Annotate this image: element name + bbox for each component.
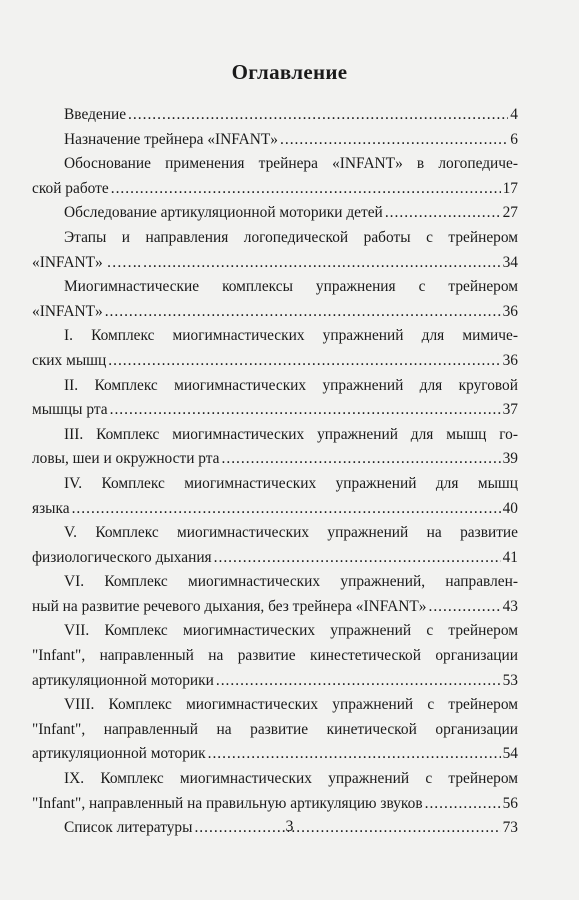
toc-entry	[62, 201, 518, 226]
toc-page-number: 40	[502, 499, 518, 517]
toc-entry-text: «INFANT» …….	[32, 253, 142, 271]
toc-entry-line	[32, 398, 518, 423]
toc-entry-text: VIII. Комплекс миогимнастических упражнений с трейнером	[64, 696, 518, 714]
toc-entry-line	[32, 742, 518, 767]
toc-entry	[32, 472, 518, 521]
toc-entry-line	[32, 300, 518, 325]
toc-entry-text: I. Комплекс миогимнастических упражнений для мимиче-	[64, 327, 518, 345]
toc-entry-line	[32, 595, 518, 620]
page-number: 3	[285, 818, 294, 835]
dot-leader	[108, 349, 500, 374]
toc-page-number: 73	[502, 819, 518, 837]
toc-entry-text: Назначение трейнера «INFANT»	[64, 130, 278, 148]
toc-entry-text: ловы, шеи и окружности рта	[32, 450, 220, 468]
dot-leader	[128, 103, 508, 128]
toc-entry-line	[32, 251, 518, 276]
toc-entry-text: IX. Комплекс миогимнастических упражнений с трейнером	[64, 770, 518, 788]
toc-entry	[32, 374, 518, 423]
toc-entry-line	[62, 374, 518, 399]
toc-entry-line	[62, 226, 518, 251]
toc-entry-line	[62, 201, 518, 226]
toc-page-number: 36	[502, 302, 518, 320]
dot-leader	[425, 792, 501, 817]
toc-entry-line	[62, 693, 518, 718]
toc-page-number: 34	[502, 253, 518, 271]
toc-entry-line	[32, 497, 518, 522]
toc-entry-text: Этапы и направления логопедической работы с трейнером	[64, 228, 518, 246]
toc-entry-text: артикуляционной моторик	[32, 745, 206, 763]
toc-entry	[32, 423, 518, 472]
toc-entry-text: Введение	[64, 106, 127, 123]
toc-page-number: 41	[502, 548, 518, 566]
toc-entry-line	[62, 324, 518, 349]
toc-page-number: 37	[502, 401, 518, 419]
toc-entry-text: Обследование артикуляционной моторики детей	[64, 204, 383, 222]
toc-page-number: 6	[510, 130, 518, 148]
dot-leader	[111, 177, 501, 202]
toc-entry	[32, 226, 518, 275]
toc-entry-line	[32, 349, 518, 374]
table-of-contents	[32, 103, 518, 841]
toc-entry-line	[32, 644, 518, 669]
toc-entry	[32, 619, 518, 693]
toc-entry-line	[32, 718, 518, 743]
toc-entry	[32, 570, 518, 619]
toc-entry-text: Обоснование применения трейнера «INFANT» в логопедиче-	[64, 155, 518, 173]
toc-entry-text: "Infant", направленный на развитие кинестетической организации	[32, 647, 518, 665]
toc-page-number: 4	[510, 106, 518, 123]
toc-entry-text: ской работе	[32, 179, 109, 197]
toc-entry-text: ный на развитие речевого дыхания, без трейнера «INFANT»	[32, 597, 427, 615]
toc-entry-text: II. Комплекс миогимнастических упражнений для круговой	[64, 376, 518, 394]
toc-entry	[62, 128, 518, 153]
dot-leader	[208, 742, 501, 767]
toc-page-number: 53	[502, 671, 518, 689]
toc-entry-text: Список литературы	[64, 819, 193, 837]
toc-entry-text: "Infant", направленный на развитие кинетической организации	[32, 720, 518, 738]
toc-entry-text: V. Комплекс миогимнастических упражнений на развитие	[64, 524, 518, 542]
toc-entry-text: ских мышц	[32, 351, 107, 369]
toc-entry	[32, 521, 518, 570]
toc-entry-text: физиологического дыхания	[32, 548, 212, 566]
toc-page-number: 43	[502, 597, 518, 615]
toc-entry-line	[32, 546, 518, 571]
dot-leader	[72, 497, 501, 522]
toc-entry-line	[62, 423, 518, 448]
dot-leader	[385, 201, 501, 226]
toc-entry-text: артикуляционной моторики	[32, 671, 214, 689]
dot-leader	[110, 398, 501, 423]
toc-entry-text: "Infant", направленный на правильную артикуляцию звуков	[32, 794, 423, 812]
toc-entry-text: Миогимнастические комплексы упражнения с трейнером	[64, 278, 518, 296]
dot-leader	[428, 595, 500, 620]
toc-entry-text: IV. Комплекс миогимнастических упражнений для мышц	[64, 474, 518, 492]
toc-entry-text: III. Комплекс миогимнастических упражнений для мышц го-	[64, 425, 518, 443]
toc-entry	[32, 275, 518, 324]
dot-leader	[143, 251, 500, 276]
toc-entry	[32, 152, 518, 201]
dot-leader	[222, 447, 501, 472]
toc-entry-line	[62, 275, 518, 300]
toc-entry-line	[32, 447, 518, 472]
toc-page-number: 36	[502, 351, 518, 369]
toc-entry	[32, 767, 518, 816]
toc-page-number: 56	[502, 794, 518, 812]
toc-entry-line	[62, 128, 518, 153]
toc-entry-text: VI. Комплекс миогимнастических упражнений, направлен-	[64, 573, 518, 591]
toc-entry-line	[62, 619, 518, 644]
toc-entry-line	[32, 792, 518, 817]
dot-leader	[105, 300, 501, 325]
toc-entry-line	[62, 521, 518, 546]
toc-page-number: 17	[502, 179, 518, 197]
dot-leader	[280, 128, 508, 153]
toc-page-number: 27	[502, 204, 518, 222]
toc-entry-text: VII. Комплекс миогимнастических упражнений с трейнером	[64, 622, 518, 640]
toc-entry-line	[62, 103, 518, 128]
toc-entry-line	[32, 669, 518, 694]
dot-leader	[216, 669, 501, 694]
toc-entry	[32, 693, 518, 767]
toc-entry-text: мышцы рта	[32, 401, 108, 419]
toc-entry	[32, 324, 518, 373]
toc-entry-line	[62, 152, 518, 177]
dot-leader	[214, 546, 501, 571]
toc-entry-text: языка	[32, 499, 70, 517]
toc-entry-line	[62, 570, 518, 595]
toc-entry-line	[62, 472, 518, 497]
toc-entry-line	[32, 177, 518, 202]
toc-entry-line	[62, 767, 518, 792]
toc-page-number: 54	[502, 745, 518, 763]
toc-entry	[62, 103, 518, 128]
toc-page-number: 39	[502, 450, 518, 468]
toc-entry-text: «INFANT»	[32, 302, 103, 320]
page-title: Оглавление	[231, 60, 348, 84]
